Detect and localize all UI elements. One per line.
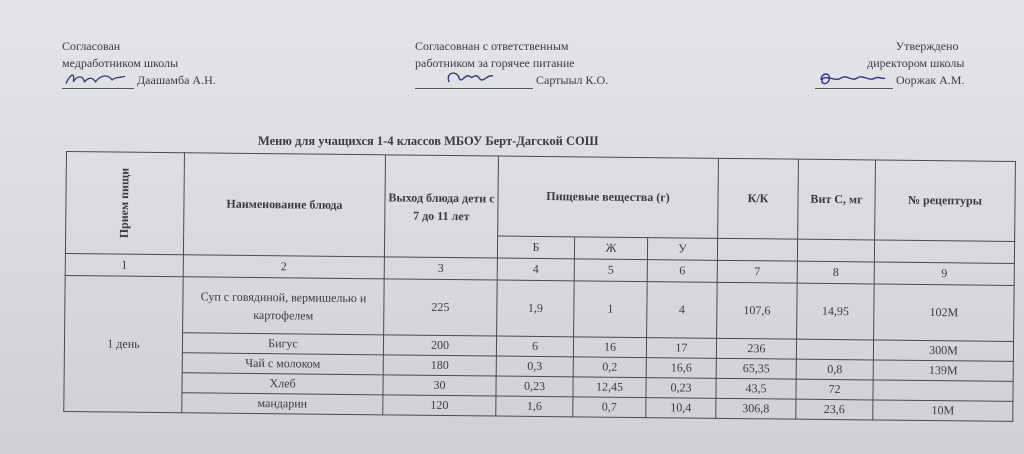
header-meal-label: Прием пищи xyxy=(117,167,132,239)
dish-carbs: 16,6 xyxy=(646,358,716,379)
dish-output: 180 xyxy=(383,355,496,376)
dish-recipe xyxy=(873,380,1013,401)
subheader-empty xyxy=(797,239,874,262)
dish-output: 120 xyxy=(383,395,496,416)
dish-kcal: 43,5 xyxy=(716,378,796,399)
dish-recipe: 10М xyxy=(873,400,1013,421)
approval-food-line2: работником за горячее питание xyxy=(415,56,575,70)
approval-food-name: Сартыыл К.О. xyxy=(536,73,609,87)
approval-medic-name: Даашамба А.Н. xyxy=(137,73,216,87)
dish-recipe: 300М xyxy=(873,340,1013,361)
dish-name: Бигус xyxy=(182,333,383,355)
dish-fat: 1 xyxy=(574,281,648,338)
dish-fat: 16 xyxy=(573,337,646,358)
dish-output: 225 xyxy=(384,279,498,336)
dish-carbs: 4 xyxy=(647,282,718,339)
column-number: 9 xyxy=(874,262,1014,285)
approval-food-manager xyxy=(415,38,608,89)
dish-fat: 0,7 xyxy=(573,397,646,418)
header-meal xyxy=(65,152,184,255)
signature-director xyxy=(817,70,887,88)
subheader-fat: Ж xyxy=(574,237,647,260)
column-number: 7 xyxy=(717,260,797,283)
dish-protein: 0,3 xyxy=(496,356,573,377)
approval-food-line1: Согласовнан с ответственным xyxy=(415,39,569,53)
signature-line xyxy=(62,72,134,89)
approval-director-name: Ооржак А.М. xyxy=(896,73,965,87)
subheader-protein: Б xyxy=(497,236,574,259)
signature-medic xyxy=(64,70,129,88)
dish-vitc: 72 xyxy=(796,379,873,400)
dish-name: Чай с молоком xyxy=(182,353,383,375)
dish-fat: 12,45 xyxy=(573,377,646,398)
column-number: 4 xyxy=(497,258,574,281)
approval-medic-line1: Согласован xyxy=(62,39,121,53)
dish-carbs: 17 xyxy=(646,338,716,359)
dish-kcal: 107,6 xyxy=(717,282,798,339)
approval-director-line1: Утверждено xyxy=(895,39,959,53)
signature-line xyxy=(815,72,893,89)
header-vitc: Вит С, мг xyxy=(798,159,876,240)
signature-food-manager xyxy=(417,70,523,88)
subheader-empty xyxy=(874,240,1014,263)
approval-medic-line2: медработником школы xyxy=(62,56,179,70)
header-row xyxy=(66,152,1016,242)
column-number: 6 xyxy=(647,260,717,283)
column-number: 3 xyxy=(384,257,497,280)
dish-carbs: 10,4 xyxy=(646,398,716,419)
dish-kcal: 306,8 xyxy=(716,398,796,419)
day-label: 1 день xyxy=(64,275,183,412)
dish-recipe: 139М xyxy=(873,360,1013,381)
approval-director-line2: директором школы xyxy=(867,56,965,70)
column-number: 2 xyxy=(183,255,384,279)
menu-title: Меню для учащихся 1-4 классов МБОУ Берт-Дагской СОШ xyxy=(258,134,599,148)
dish-name: Суп с говядиной, вермишелью и картофелем xyxy=(183,277,385,335)
dish-protein: 1,6 xyxy=(496,396,573,417)
dish-fat: 0,2 xyxy=(573,357,646,378)
column-number: 1 xyxy=(65,253,183,276)
dish-vitc: 23,6 xyxy=(796,399,873,420)
signature-line xyxy=(415,72,533,89)
column-number: 5 xyxy=(574,259,647,282)
approval-director xyxy=(815,38,964,89)
dish-name: Хлеб xyxy=(182,373,383,395)
column-number: 8 xyxy=(797,261,874,284)
dish-protein: 6 xyxy=(496,336,573,357)
dish-name: мандарин xyxy=(182,393,383,415)
dish-kcal: 65,35 xyxy=(716,358,796,379)
dish-kcal: 236 xyxy=(716,338,796,359)
dish-vitc xyxy=(796,339,873,360)
dish-protein: 1,9 xyxy=(497,280,575,337)
dish-output: 200 xyxy=(383,335,496,356)
header-output: Выход блюда дети с 7 до 11 лет xyxy=(384,155,498,258)
table-row xyxy=(65,275,1015,341)
dish-vitc: 0,8 xyxy=(796,359,873,380)
dish-output: 30 xyxy=(383,375,496,396)
menu-table xyxy=(63,151,1016,422)
dish-carbs: 0,23 xyxy=(646,378,716,399)
subheader-carbs: У xyxy=(647,238,717,261)
header-kcal: К/К xyxy=(718,158,799,239)
header-dish: Наименование блюда xyxy=(183,153,385,257)
header-nutrients: Пищевые вещества (г) xyxy=(498,156,719,238)
dish-recipe: 102М xyxy=(874,284,1015,341)
dish-vitc: 14,95 xyxy=(797,283,875,340)
header-recipe: № рецептуры xyxy=(875,160,1016,241)
subheader-empty xyxy=(717,238,797,261)
dish-protein: 0,23 xyxy=(496,376,573,397)
approval-medic xyxy=(62,38,216,89)
